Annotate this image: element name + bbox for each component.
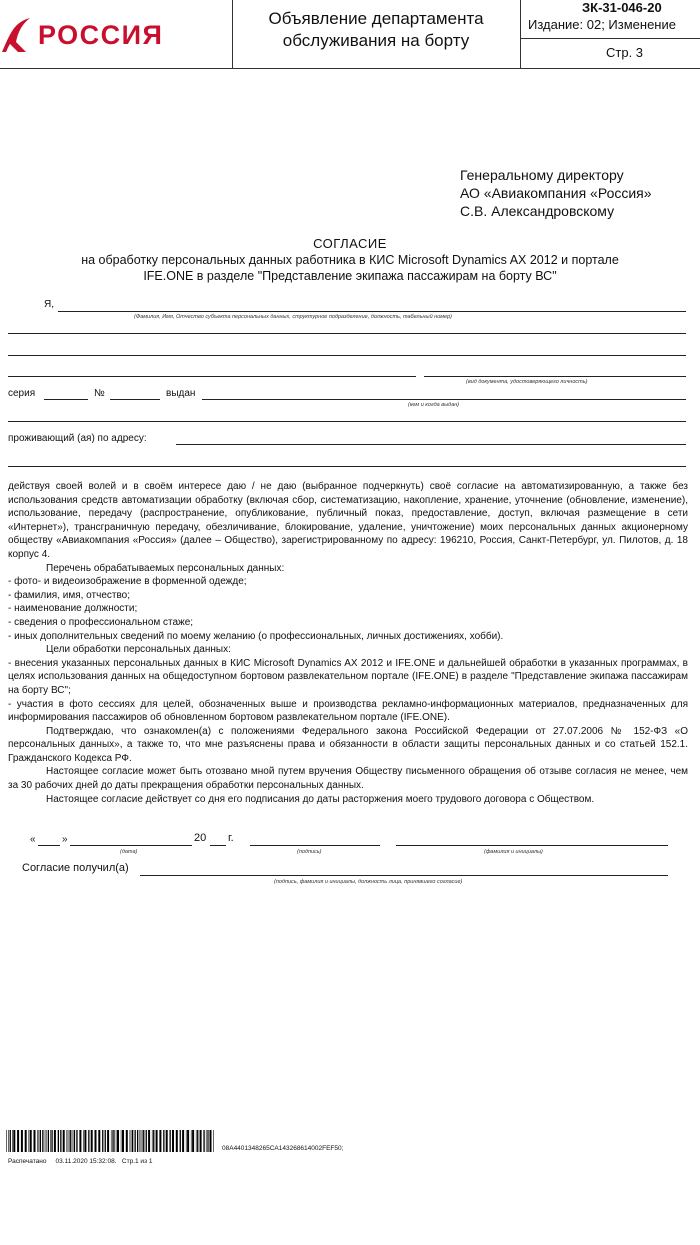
signature-field-line[interactable] (250, 845, 380, 846)
document-header (0, 0, 700, 69)
year-suffix: г. (228, 832, 234, 844)
form-line[interactable] (8, 333, 686, 334)
addressee-line: АО «Авиакомпания «Россия» (460, 185, 652, 201)
hint-fio: (фамилия и инициалы) (484, 849, 543, 855)
logo-text: РОССИЯ (38, 20, 164, 50)
year-prefix: 20 (194, 832, 207, 844)
number-field-line[interactable] (110, 399, 160, 400)
form-line[interactable] (8, 376, 416, 377)
goals-heading: Цели обработки персональных данных: (46, 644, 231, 656)
quote-open: « (30, 834, 36, 845)
confirm-paragraph: Подтверждаю, что ознакомлен(а) с положениями Федерального закона Российской Федерации от 27.07.2006 № 152-ФЗ «О персональных данных», а также то, что мне разъяснены права и обязанности в области защиты персональных данных и со статьей 152.1. Гражданского Кодекса РФ. (8, 725, 688, 764)
list-item: - фамилия, имя, отчество; (8, 589, 130, 601)
company-logo (0, 8, 230, 58)
printed-page: Стр.1 из 1 (121, 1158, 153, 1165)
edition-info: Издание: 02; Изменение (528, 17, 676, 32)
hint-date: (дата) (120, 849, 138, 855)
title-line: IFE.ONE в разделе "Представление экипажа пассажирам на борту ВС" (143, 269, 557, 283)
title-heading: СОГЛАСИЕ (313, 236, 387, 251)
issued-label: выдан (166, 388, 196, 399)
received-label: Согласие получил(а) (22, 862, 129, 874)
form-line[interactable] (8, 466, 686, 467)
list-item: - фото- и видеоизображение в форменной одежде; (8, 576, 247, 588)
addressee-block (460, 166, 652, 220)
series-field-line[interactable] (44, 399, 88, 400)
addressee-line: Генеральному директору (460, 167, 624, 183)
header-title-line1: Объявление департамента (268, 9, 484, 28)
hint-issued: (кем и когда выдан) (408, 402, 460, 408)
series-label: серия (8, 388, 36, 399)
year-field-line[interactable] (210, 845, 226, 846)
consent-paragraph: действуя своей волей и в своём интересе даю / не даю (выбранное подчеркнуть) своё согласие на автоматизированную, а также без использования средств автоматизации обработку (включая сбор, систематизацию, накопление, хранение, уточнение (обновление, изменение), использование, передачу (распространение, опубликование, публичный показ, предоставление, доступ, включая размещение в сети «Интернет»), трансграничную передачу, обезличивание, блокирование, удаление, уничтожение) моих персональных данных акционерному обществу «Авиакомпания «Россия» (далее – Общество), зарегистрированному по адресу: 196210, Россия, Санкт-Петербург, ул. Пилотов, д. 18 корпус 4. (8, 481, 688, 560)
fio-field-line[interactable] (396, 845, 668, 846)
header-divider (520, 38, 700, 39)
list-item: - иных дополнительных сведений по моему желанию (о профессиональных, личных достижениях, хобби). (8, 630, 504, 642)
address-label: проживающий (ая) по адресу: (8, 433, 147, 444)
issued-field-line[interactable] (202, 399, 686, 400)
quote-close: » (62, 834, 68, 845)
document-title (20, 236, 680, 284)
page-number: Стр. 3 (606, 45, 644, 60)
list-heading: Перечень обрабатываемых персональных данных: (46, 562, 285, 574)
print-info (8, 1158, 152, 1165)
list-item: - наименование должности; (8, 603, 138, 615)
barcode-icon (6, 1130, 216, 1152)
received-field-line[interactable] (140, 875, 668, 876)
month-field-line[interactable] (70, 845, 192, 846)
title-line: на обработку персональных данных работника в КИС Microsoft Dynamics AX 2012 и портале (81, 253, 619, 267)
hint-name: (Фамилия, Имя, Отчество субъекта персональных данных, структурное подразделение, должность, табельный номер) (134, 314, 452, 320)
address-field-line[interactable] (176, 444, 686, 445)
hint-sign: (подпись) (297, 849, 322, 855)
hint-received: (подпись, фамилия и инициалы, должность лица, принявшего согласие) (274, 879, 463, 885)
header-title (232, 8, 520, 52)
printed-date: 03.11.2020 15:32:08. (55, 1158, 117, 1165)
number-label: № (94, 388, 105, 399)
goal-item: - участия в фото сессиях для целей, обозначенных выше и производства рекламно-информационных материалов, предназначенных для информирования пассажиров об обновленном бортовом развлекательном портале (IFE.ONE). (8, 698, 688, 724)
header-title-line2: обслуживания на борту (282, 31, 470, 50)
i-label: Я, (44, 299, 54, 310)
name-field-line[interactable] (58, 311, 686, 312)
form-line[interactable] (8, 421, 686, 422)
barcode-text: 08A4401348265CA143268614002FEF50; (222, 1145, 344, 1152)
goal-item: - внесения указанных персональных данных в КИС Microsoft Dynamics AX 2012 и IFE.ONE и дальнейшей обработки в указанных программах, в целях использования данных на общедоступном бортовом развлекательном портале (IFE.ONE) в разделе "Представление экипажа пассажирам на борту ВС"; (8, 657, 688, 696)
header-divider (520, 0, 521, 68)
day-field-line[interactable] (38, 845, 60, 846)
revoke-paragraph: Настоящее согласие может быть отозвано мной путем вручения Обществу письменного обращения об отзыве согласия не менее, чем за 30 рабочих дней до даты прекращения обработки персональных данных. (8, 766, 688, 792)
addressee-line: С.В. Александровскому (460, 203, 615, 219)
list-item: - сведения о профессиональном стаже; (8, 616, 194, 628)
airline-logo-icon (0, 14, 36, 54)
document-type-line[interactable] (424, 376, 686, 377)
consent-body (8, 480, 688, 806)
validity-paragraph: Настоящее согласие действует со дня его подписания до даты расторжения моего трудового договора с Обществом. (46, 793, 595, 805)
printed-label: Распечатано (8, 1158, 47, 1165)
document-code: ЗК-31-046-20 (582, 0, 662, 15)
form-line[interactable] (8, 355, 686, 356)
hint-doc: (вид документа, удостоверяющего личность) (466, 379, 588, 385)
